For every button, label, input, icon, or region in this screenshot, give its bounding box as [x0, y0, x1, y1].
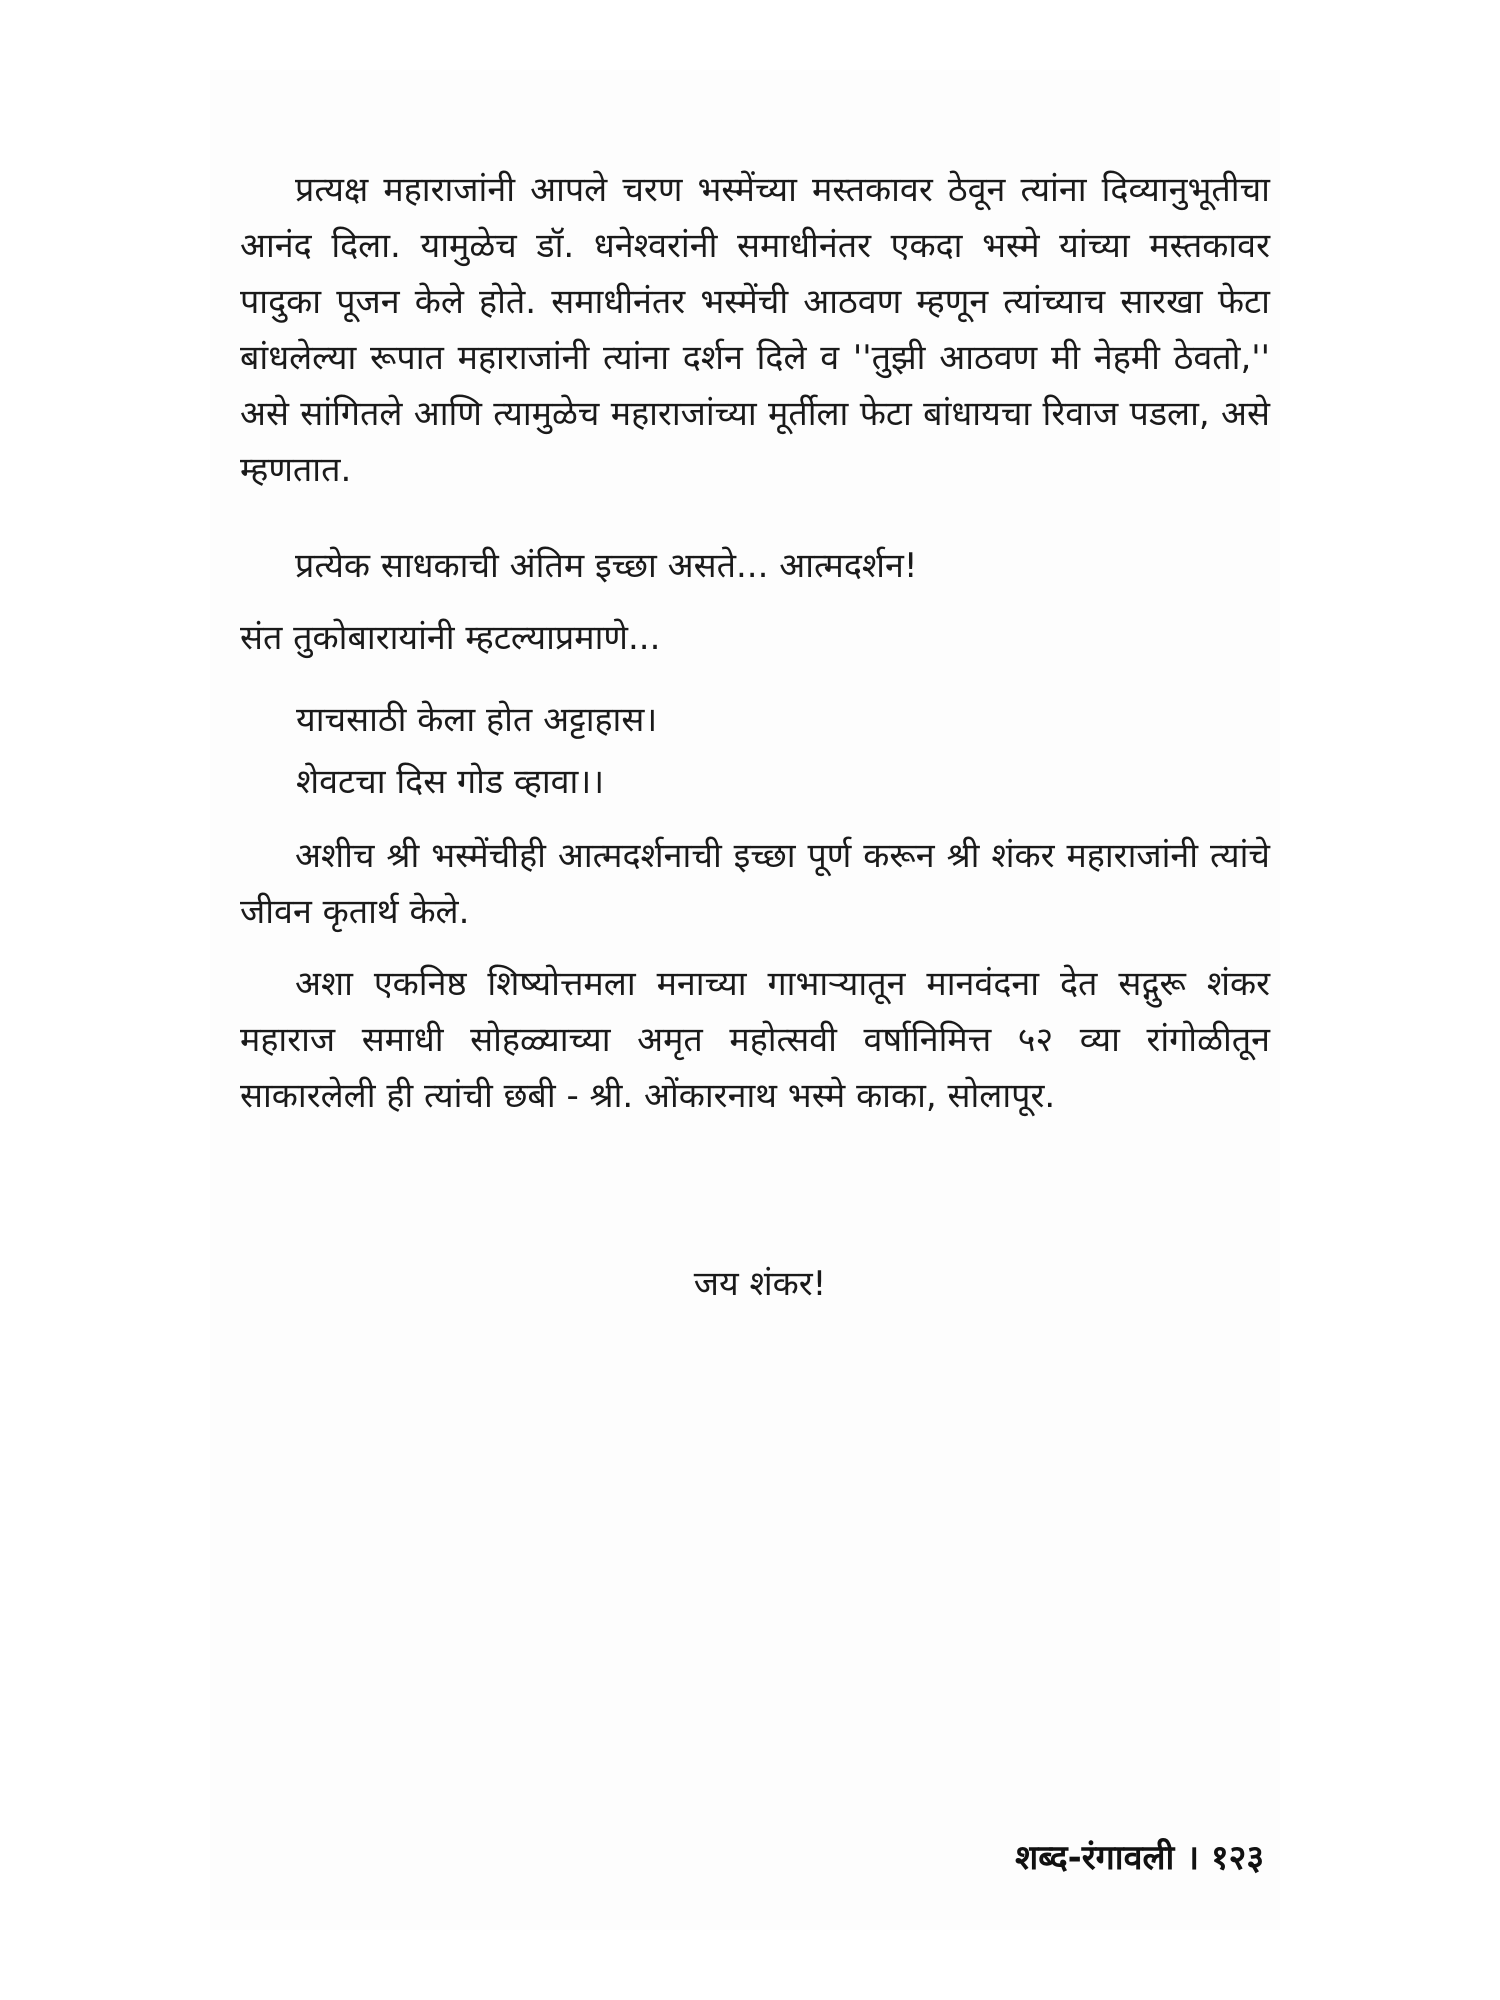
footer-page-number: १२३	[1210, 1838, 1264, 1878]
paragraph-maharaj-darshan: प्रत्यक्ष महाराजांनी आपले चरण भस्मेंच्या मस्तकावर ठेवून त्यांना दिव्यानुभूतीचा आनंद दिला. यामुळेच डॉ. धनेश्वरांनी समाधीनंतर एकदा भस्मे यांच्या मस्तकावर पादुका पूजन केले होते. समाधीनंतर भस्मेंची आठवण म्हणून त्यांच्याच सारखा फेटा बांधलेल्या रूपात महाराजांनी त्यांना दर्शन दिले व ''तुझी आठवण मी नेहमी ठेवतो,'' असे सांगितले आणि त्यामुळेच महाराजांच्या मूर्तीला फेटा बांधायचा रिवाज पडला, असे म्हणतात.	[240, 170, 1270, 490]
paragraph-rangoli-tribute: अशा एकनिष्ठ शिष्योत्तमला मनाच्या गाभाऱ्यातून मानवंदना देत सद्गुरू शंकर महाराज समाधी सोहळ्याच्या अमृत महोत्सवी वर्षानिमित्त ५२ व्या रांगोळीतून साकारलेली ही त्यांची छबी - श्री. ओंकारनाथ भस्मे काका, सोलापूर.	[240, 964, 1270, 1116]
verse-line-1: याचसाठी केला होत अट्टाहास।	[296, 700, 658, 740]
paragraph-tukobaraya-quote-intro: संत तुकोबारायांनी म्हटल्याप्रमाणे...	[240, 618, 661, 658]
verse-line-2: शेवटचा दिस गोड व्हावा।।	[296, 762, 605, 802]
footer-book-title: शब्द-रंगावली	[1015, 1838, 1175, 1878]
paragraph-atmadarshan: प्रत्येक साधकाची अंतिम इच्छा असते... आत्मदर्शन!	[295, 546, 918, 586]
footer-separator: ।	[1186, 1838, 1200, 1878]
paragraph-bhasme-fulfilment: अशीच श्री भस्मेंचीही आत्मदर्शनाची इच्छा पूर्ण करून श्री शंकर महाराजांनी त्यांचे जीवन कृतार्थ केले.	[240, 836, 1270, 932]
closing-salutation: जय शंकर!	[693, 1264, 827, 1304]
page-footer	[1015, 1830, 1264, 1886]
